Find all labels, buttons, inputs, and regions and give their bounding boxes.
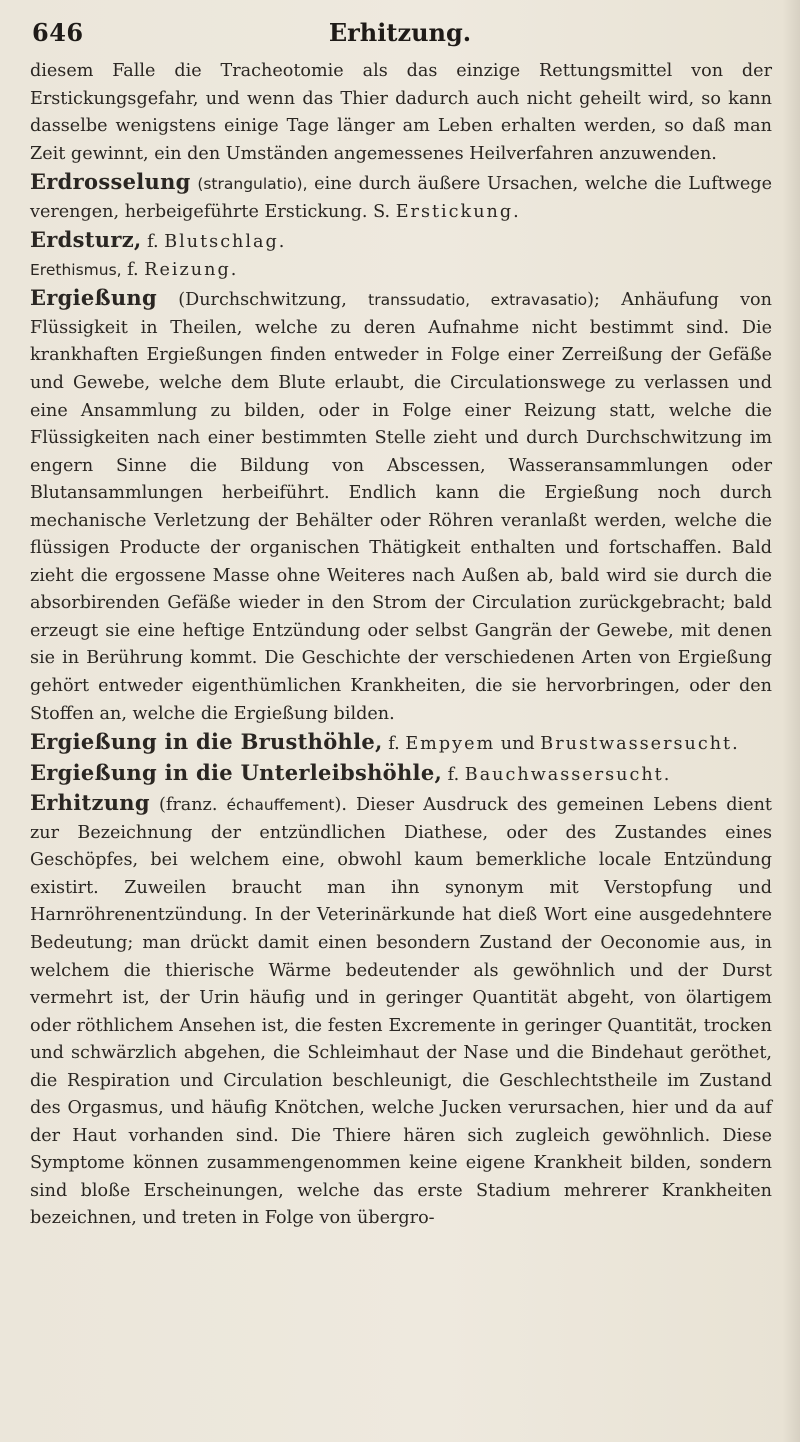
entry-text: (franz.: [149, 795, 227, 816]
dictionary-entry: [30, 226, 772, 257]
dictionary-entry: [30, 257, 772, 285]
cross-reference: Bauchwassersucht.: [464, 764, 672, 785]
entry-text: ). Dieser Ausdruck des gemeinen Lebens dient zur Bezeichnung der entzündlichen Diathese, oder des Zustandes eines Geschöpfes, bei welchem eine, obwohl kaum bemerkliche locale Entzündung existirt. Zuweilen braucht man ihn synonym mit Verstopfung und Harnröhrenentzündung. In der Veterinärkunde hat dieß Wort eine ausgedehntere Bedeutung; man drückt damit einen besondern Zustand der Oeconomie aus, in welchem die thierische Wärme bedeutender als gewöhnlich und der Durst vermehrt ist, der Urin häufig und in geringer Quantität abgeht, von ölartigem oder röthlichem Ansehen ist, die festen Excremente in geringer Quantität, trocken und schwärzlich abgehen, die Schleimhaut der Nase und die Bindehaut geröthet, die Respiration und Circulation beschleunigt, die Geschlechtstheile im Zustand des Orgasmus, und häufig Knötchen, welche Jucken verursachen, hier und da auf der Haut vorhanden sind. Die Thiere hären sich zugleich gewöhnlich. Diese Symptome können zusammengenommen keine eigene Krankheit bilden, sondern sind bloße Erscheinungen, welche das erste Stadium mehrerer Krankheiten bezeichnen, und treten in Folge von übergro-: [30, 795, 772, 1229]
entry-headword: Erdrosselung: [30, 169, 191, 195]
cross-reference: Erstickung.: [395, 201, 521, 222]
dictionary-text: [20, 58, 780, 1233]
cross-reference: Reizung.: [144, 259, 239, 280]
dictionary-entry: [30, 58, 772, 168]
latin-term: transsudatio, extravasatio: [368, 291, 588, 310]
entry-text: eine durch äußere Ursachen, welche die Luftwege verengen, herbeigeführte Erstickung. S.: [30, 174, 772, 222]
dictionary-entry: [30, 759, 772, 790]
dictionary-entry: [30, 284, 772, 728]
page-number: 646: [32, 18, 84, 47]
entry-text: f.: [382, 734, 406, 755]
entry-headword: Ergießung: [30, 285, 157, 311]
latin-term: échauffement: [226, 796, 335, 815]
latin-term: Erethismus,: [30, 260, 122, 279]
dictionary-entry: [30, 168, 772, 226]
page-header: [20, 16, 780, 50]
dictionary-entry: [30, 728, 772, 759]
entry-headword: Erdsturz,: [30, 227, 142, 253]
running-head: Erhitzung.: [328, 18, 472, 47]
entry-text: diesem Falle die Tracheotomie als das einzige Rettungsmittel von der Erstickungsgefahr, und wenn das Thier dadurch auch nicht geheilt wird, so kann dasselbe wenigstens einige Tage länger am Leben erhalten werden, so daß man Zeit gewinnt, ein den Umständen angemessenes Heilverfahren anzuwenden.: [30, 61, 772, 164]
entry-text: f.: [442, 764, 465, 785]
cross-reference: Blutschlag.: [164, 232, 287, 253]
entry-headword: Ergießung in die Unterleibshöhle,: [30, 759, 443, 785]
latin-term: (strangulatio),: [197, 175, 308, 194]
entry-text: und: [495, 734, 541, 755]
entry-text: f.: [141, 232, 165, 253]
dictionary-entry: [30, 789, 772, 1233]
cross-reference: Brustwassersucht.: [540, 734, 740, 755]
entry-text: ); Anhäufung von Flüssigkeit in Theilen, welche zu deren Aufnahme nicht bestimmt sind. Die krankhaften Ergießungen finden entweder in Folge einer Zerreißung der Gefäße und Gewebe, welche dem Blute erlaubt, die Circulationswege zu verlassen und eine Ansammlung zu bilden, oder in Folge einer Reizung statt, welche die Flüssigkeiten nach einer bestimmten Stelle zieht und durch Durchschwitzung im engern Sinne die Bildung von Abscessen, Wasseransammlungen oder Blutansammlungen herbeiführt. Endlich kann die Ergießung noch durch mechanische Verletzung der Behälter oder Röhren veranlaßt werden, welche die flüssigen Producte der organischen Thätigkeit enthalten und fortschaffen. Bald zieht die ergossene Masse ohne Weiteres nach Außen ab, bald wird sie durch die absorbirenden Gefäße wieder in den Strom der Circulation zurückgebracht; bald erzeugt sie eine heftige Entzündung oder selbst Gangrän der Gewebe, mit denen sie in Berührung kommt. Die Geschichte der verschiedenen Arten von Ergießung gehört entweder eigenthümlichen Krankheiten, die sie hervorbringen, oder den Stoffen an, welche die Ergießung bilden.: [30, 290, 772, 724]
entry-headword: Ergießung in die Brusthöhle,: [30, 729, 383, 755]
entry-headword: Erhitzung: [30, 790, 150, 816]
cross-reference: Empyem: [405, 734, 496, 755]
entry-text: f.: [121, 259, 145, 280]
entry-text: (Durchschwitzung,: [156, 290, 369, 311]
